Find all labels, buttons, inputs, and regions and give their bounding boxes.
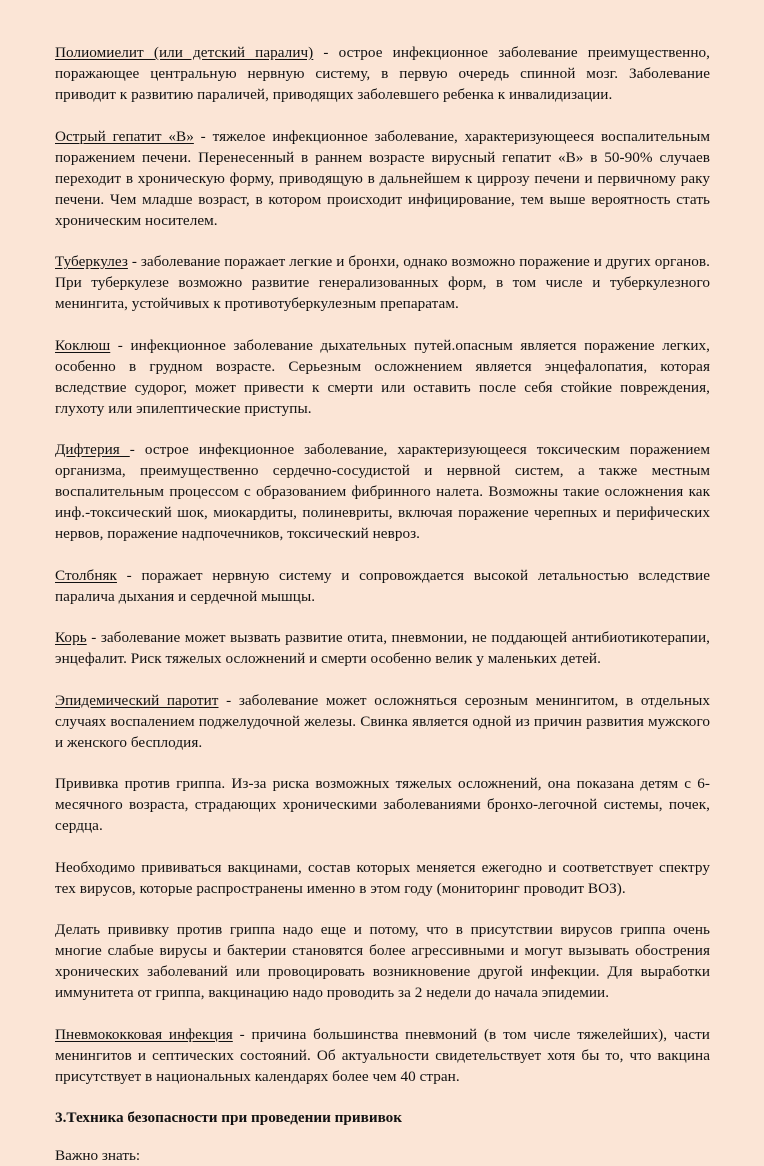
paragraph-diphtheria xyxy=(55,439,710,544)
term-hepatitis-b: Острый гепатит «В» xyxy=(55,127,194,145)
term-measles: Корь xyxy=(55,629,87,646)
paragraph-vaccine-composition xyxy=(55,857,710,899)
paragraph-pneumococcal xyxy=(55,1024,710,1087)
text-tuberculosis: - заболевание поражает легкие и бронхи, однако возможно поражение и других органов. При туберкулезе возможно развитие генерализованных форм, в том числе и туберкулезного менингита, устойчивых к противотуберкулезным препаратам. xyxy=(55,253,710,312)
paragraph-hepatitis-b xyxy=(55,126,710,231)
term-pneumococcal: Пневмококковая инфекция xyxy=(55,1025,233,1043)
text-mumps: - заболевание может осложняться серозным менингитом, в отдельных случаях воспалением поджелудочной железы. Свинка является одной из причин развития мужского и женского бесплодия. xyxy=(55,691,710,751)
text-flu-vaccine: Прививка против гриппа. Из-за риска возможных тяжелых осложнений, она показана детям с 6-месячного возраста, страдающих хроническими заболеваниями бронхо-легочной системы, почек, сердца. xyxy=(55,775,710,834)
term-tetanus: Столбняк xyxy=(55,566,117,584)
text-hepatitis-b: - тяжелое инфекционное заболевание, характеризующееся воспалительным поражением печени. Перенесенный в раннем возрасте вирусный гепатит «В» в 50-90% случаев переходит в хроническую форму, приводящую в дальнейшем к циррозу печени и первичному раку печени. Чем младше возраст, в котором происходит инфицирование, тем выше вероятность стать хроническим носителем. xyxy=(55,127,710,229)
text-pneumococcal: - причина большинства пневмоний (в том числе тяжелейших), части менингитов и септических состояний. Об актуальности свидетельствует хотя бы то, что вакцина присутствует в национальных календарях более чем 40 стран. xyxy=(55,1025,710,1085)
paragraph-pertussis xyxy=(55,335,710,419)
term-tuberculosis: Туберкулез xyxy=(55,253,128,270)
paragraph-flu-vaccine xyxy=(55,773,710,836)
term-pertussis: Коклюш xyxy=(55,336,111,354)
paragraph-mumps xyxy=(55,690,710,753)
paragraph-flu-reasons xyxy=(55,919,710,1003)
term-mumps: Эпидемический паротит xyxy=(55,691,219,709)
section-heading: 3.Техника безопасности при проведении прививок xyxy=(55,1109,403,1126)
paragraph-tuberculosis xyxy=(55,251,710,314)
text-flu-reasons: Делать прививку против гриппа надо еще и потому, что в присутствии вирусов гриппа очень многие слабые вирусы и бактерии становятся более агрессивными и могут вызывать обострения хронических заболеваний или провоцировать возникновение другой инфекции. Для выработки иммунитета от гриппа, вакцинацию надо проводить за 2 недели до начала эпидемии. xyxy=(55,921,710,1001)
text-diphtheria: - острое инфекционное заболевание, характеризующееся токсическим поражением организма, преимущественно сердечно-сосудистой и нервной систем, а также местным воспалительным процессом с образованием фибринного налета. Возможны такие осложнения как инф.-токсический шок, миокардиты, полиневриты, включая поражение черепных и перифических нервов, поражение надпочечников, токсический невроз. xyxy=(55,441,710,542)
closing-text: Важно знать: xyxy=(55,1147,141,1164)
paragraph-measles xyxy=(55,627,710,669)
text-tetanus: - поражает нервную систему и сопровождается высокой летальностью вследствие паралича дыхания и сердечной мышцы. xyxy=(55,566,710,605)
text-polio: - острое инфекционное заболевание преимущественно, поражающее центральную нервную систему, в первую очередь спинной мозг. Заболевание приводит к развитию параличей, приводящих заболевшего ребенка к инвалидизации. xyxy=(55,44,710,103)
text-vaccine-composition: Необходимо прививаться вакцинами, состав которых меняется ежегодно и соответствует спектру тех вирусов, которые распространены именно в этом году (мониторинг проводит ВОЗ). xyxy=(55,858,710,897)
paragraph-polio xyxy=(55,42,710,105)
text-measles: - заболевание может вызвать развитие отита, пневмонии, не поддающей антибиотикотерапии, энцефалит. Риск тяжелых осложнений и смерти особенно велик у маленьких детей. xyxy=(55,629,710,667)
paragraph-tetanus xyxy=(55,565,710,607)
text-pertussis: - инфекционное заболевание дыхательных путей.опасным является поражение легких, особенно в грудном возрасте. Серьезным осложнением является энцефалопатия, которая вследствие судорог, может привести к смерти или оставить после себя стойкие повреждения, глухоту или эпилептические приступы. xyxy=(55,336,710,417)
term-polio: Полиомиелит (или детский паралич) xyxy=(55,44,314,61)
term-diphtheria: Дифтерия xyxy=(55,441,130,458)
